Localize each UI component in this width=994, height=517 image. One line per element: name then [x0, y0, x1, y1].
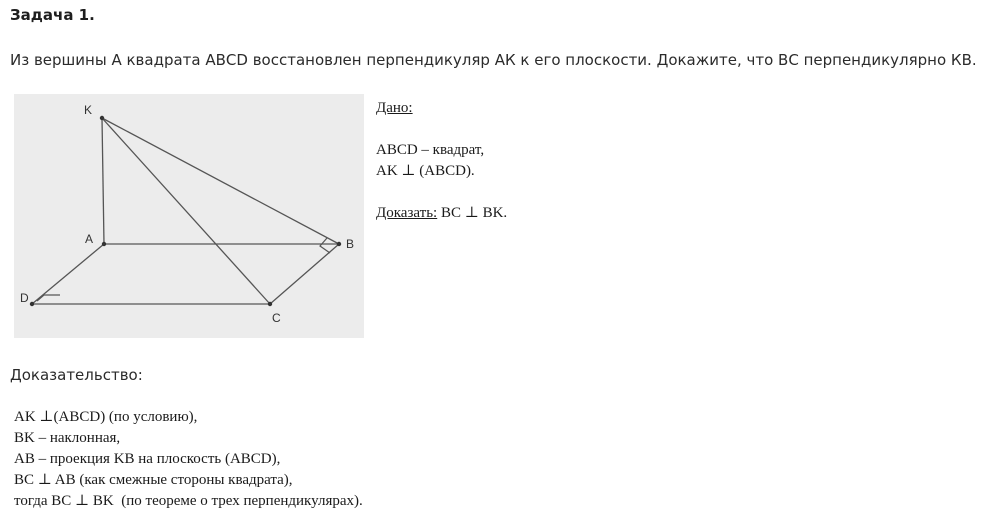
- edge-kb: [102, 118, 339, 244]
- edge-bc: [270, 244, 339, 304]
- given-heading: Дано:: [376, 100, 413, 116]
- problem-statement: Из вершины А квадрата АВСD восстановлен перпендикуляр АК к его плоскости. Докажите, что ВС перпендикулярно КВ.: [10, 51, 977, 69]
- edge-ak: [102, 118, 104, 244]
- edge-kc: [102, 118, 270, 304]
- proof-line: тогда BC ⊥ BK (по теореме о трех перпендикулярах).: [14, 493, 363, 509]
- proof-line: BK – наклонная,: [14, 430, 121, 446]
- label-c: C: [272, 311, 281, 325]
- right-angle-mark-b: [320, 238, 330, 253]
- proof-line: AK ⊥(ABCD) (по условию),: [14, 409, 198, 425]
- vertex-a: [102, 242, 106, 246]
- vertex-b: [337, 242, 341, 246]
- prove-label: Доказать:: [376, 205, 438, 221]
- right-angle-mark-d: [37, 295, 60, 301]
- proof-line: BC ⊥ AB (как смежные стороны квадрата),: [14, 472, 293, 488]
- prove-statement: [376, 203, 507, 224]
- label-d: D: [20, 291, 29, 305]
- given-block: [376, 98, 507, 224]
- geometry-figure: [14, 94, 364, 338]
- proof-block: [14, 407, 363, 512]
- proof-line: AB – проекция KB на плоскость (ABCD),: [14, 451, 281, 467]
- figure-canvas: [14, 94, 364, 338]
- given-line: AK ⊥ (ABCD).: [376, 163, 475, 179]
- vertex-d: [30, 302, 34, 306]
- given-line: ABCD – квадрат,: [376, 142, 485, 158]
- proof-heading: Доказательство:: [10, 366, 143, 384]
- label-a: A: [85, 232, 94, 246]
- vertex-c: [268, 302, 272, 306]
- task-title: Задача 1.: [10, 6, 95, 24]
- label-b: B: [346, 237, 355, 251]
- edge-ad: [32, 244, 104, 304]
- label-k: K: [84, 103, 93, 117]
- prove-text: BC ⊥ BK.: [440, 205, 508, 221]
- vertex-k: [100, 116, 104, 120]
